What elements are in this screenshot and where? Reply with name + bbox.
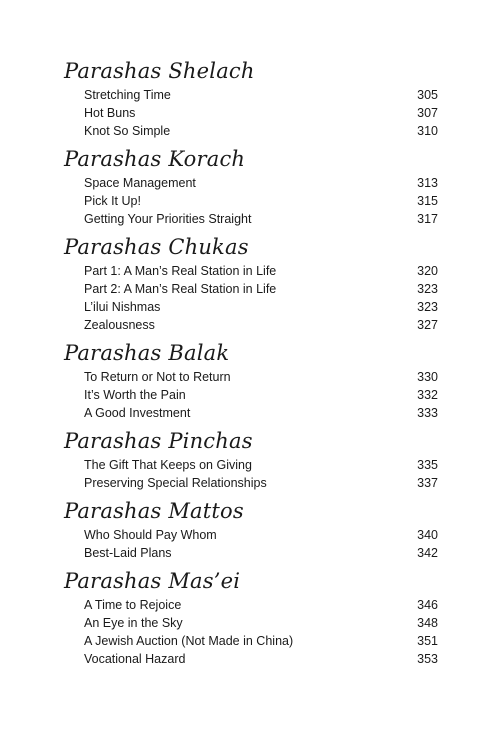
toc-section (64, 498, 438, 562)
entry-title: Stretching Time (84, 88, 171, 102)
entry-title: Knot So Simple (84, 124, 171, 138)
entry-page-number: 330 (417, 370, 438, 384)
section-title: Parashas Pinchas (64, 429, 253, 453)
section-title: Parashas Mas’ei (64, 569, 241, 593)
entry-title: L’ilui Nishmas (84, 300, 161, 314)
entry-title: Part 1: A Man’s Real Station in Life (84, 264, 277, 278)
table-of-contents (64, 58, 438, 674)
toc-entry[interactable] (64, 210, 438, 228)
entry-page-number: 317 (417, 212, 438, 226)
toc-entry[interactable] (64, 316, 438, 334)
toc-section (64, 428, 438, 492)
toc-entry[interactable] (64, 650, 438, 668)
entry-page-number: 342 (417, 546, 438, 560)
entry-page-number: 320 (417, 264, 438, 278)
entry-title: A Good Investment (84, 406, 191, 420)
toc-entry[interactable] (64, 262, 438, 280)
entry-title: Best-Laid Plans (84, 546, 172, 560)
toc-entry[interactable] (64, 174, 438, 192)
entry-page-number: 310 (417, 124, 438, 138)
entry-page-number: 340 (417, 528, 438, 542)
entry-title: A Time to Rejoice (84, 598, 182, 612)
entry-page-number: 346 (417, 598, 438, 612)
toc-entry[interactable] (64, 386, 438, 404)
entry-page-number: 353 (417, 652, 438, 666)
entry-page-number: 313 (417, 176, 438, 190)
toc-section (64, 568, 438, 668)
entry-title: To Return or Not to Return (84, 370, 231, 384)
entry-page-number: 307 (417, 106, 438, 120)
entry-page-number: 323 (417, 282, 438, 296)
entry-page-number: 348 (417, 616, 438, 630)
entry-title: An Eye in the Sky (84, 616, 183, 630)
section-title: Parashas Chukas (64, 235, 249, 259)
toc-entry[interactable] (64, 456, 438, 474)
entry-page-number: 327 (417, 318, 438, 332)
toc-entry[interactable] (64, 122, 438, 140)
toc-section (64, 340, 438, 422)
toc-entry[interactable] (64, 474, 438, 492)
entry-title: Space Management (84, 176, 196, 190)
entry-page-number: 315 (417, 194, 438, 208)
entry-page-number: 323 (417, 300, 438, 314)
toc-section (64, 58, 438, 140)
toc-entry[interactable] (64, 632, 438, 650)
toc-entry[interactable] (64, 596, 438, 614)
section-title: Parashas Balak (64, 341, 230, 365)
toc-entry[interactable] (64, 404, 438, 422)
entry-title: Pick It Up! (84, 194, 141, 208)
entry-title: Hot Buns (84, 106, 136, 120)
entry-title: Who Should Pay Whom (84, 528, 217, 542)
section-title: Parashas Mattos (64, 499, 244, 523)
entry-title: Getting Your Priorities Straight (84, 212, 252, 226)
toc-entry[interactable] (64, 280, 438, 298)
entry-page-number: 305 (417, 88, 438, 102)
toc-entry[interactable] (64, 298, 438, 316)
toc-entry[interactable] (64, 526, 438, 544)
entry-title: Vocational Hazard (84, 652, 186, 666)
entry-title: The Gift That Keeps on Giving (84, 458, 252, 472)
entry-title: Preserving Special Relationships (84, 476, 267, 490)
entry-page-number: 337 (417, 476, 438, 490)
entry-title: A Jewish Auction (Not Made in China) (84, 634, 294, 648)
section-title: Parashas Shelach (64, 59, 255, 83)
toc-section (64, 234, 438, 334)
entry-page-number: 335 (417, 458, 438, 472)
toc-entry[interactable] (64, 192, 438, 210)
entry-page-number: 333 (417, 406, 438, 420)
entry-title: It’s Worth the Pain (84, 388, 186, 402)
toc-entry[interactable] (64, 544, 438, 562)
entry-page-number: 351 (417, 634, 438, 648)
toc-entry[interactable] (64, 368, 438, 386)
toc-entry[interactable] (64, 614, 438, 632)
toc-section (64, 146, 438, 228)
toc-entry[interactable] (64, 104, 438, 122)
section-title: Parashas Korach (64, 147, 246, 171)
entry-page-number: 332 (417, 388, 438, 402)
toc-entry[interactable] (64, 86, 438, 104)
entry-title: Zealousness (84, 318, 155, 332)
entry-title: Part 2: A Man’s Real Station in Life (84, 282, 277, 296)
